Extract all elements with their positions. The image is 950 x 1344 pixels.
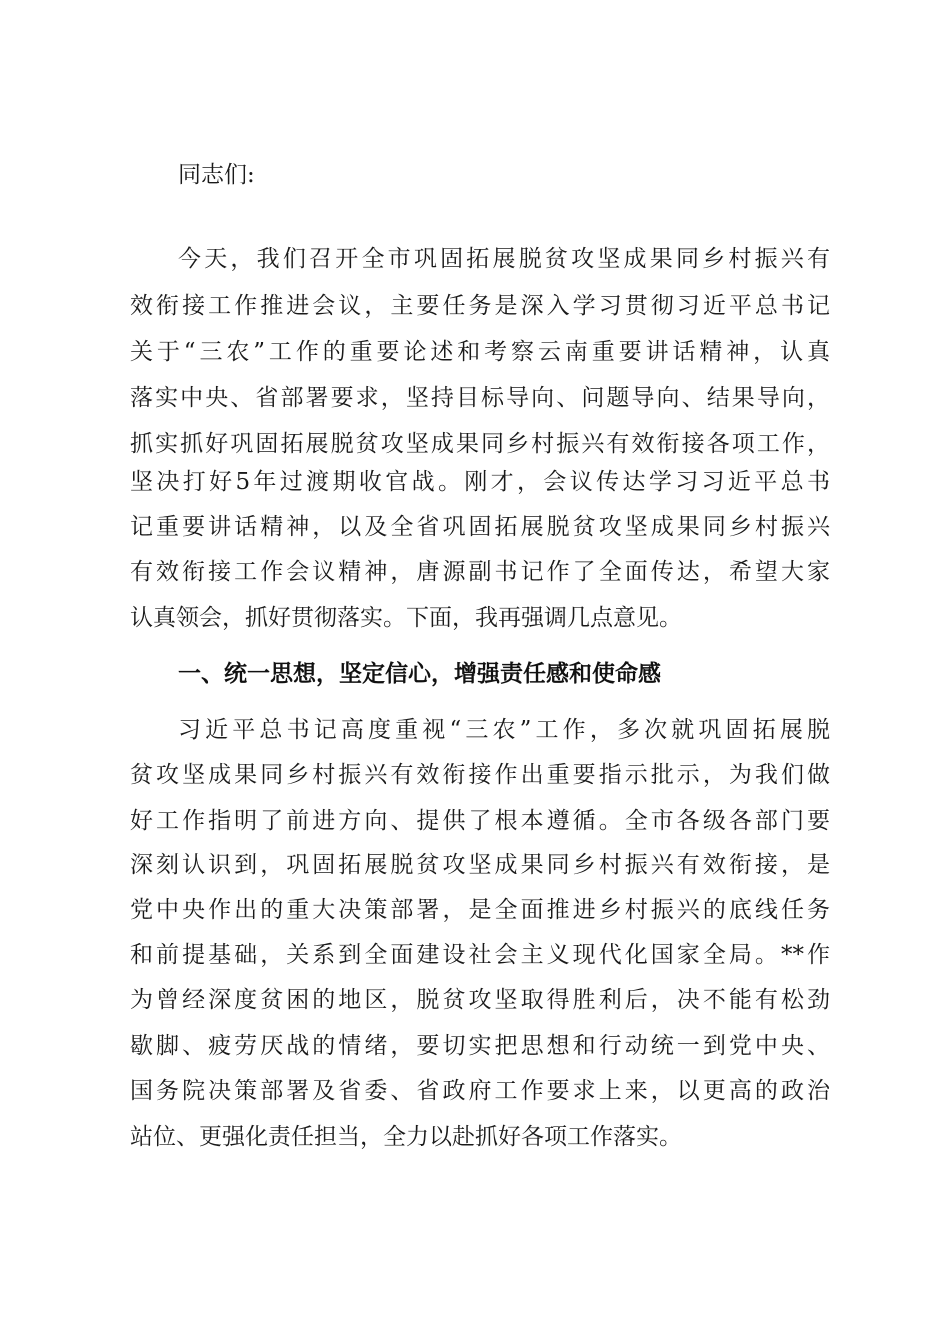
paragraph-line: 和前提基础，关系到全面建设社会主义现代化国家全局。**作 <box>130 942 830 968</box>
paragraph-line: 歇脚、疲劳厌战的情绪，要切实把思想和行动统一到党中央、 <box>130 1033 830 1059</box>
paragraph-line: 有效衔接工作会议精神，唐源副书记作了全面传达，希望大家 <box>130 559 830 585</box>
salutation: 同志们: <box>178 162 255 188</box>
paragraph-line: 国务院决策部署及省委、省政府工作要求上来，以更高的政治 <box>130 1078 830 1104</box>
paragraph-line: 坚决打好5年过渡期收官战。刚才，会议传达学习习近平总书 <box>130 469 830 495</box>
paragraph-line: 认真领会，抓好贯彻落实。下面，我再强调几点意见。 <box>130 605 682 631</box>
paragraph-line: 站位、更强化责任担当，全力以赴抓好各项工作落实。 <box>130 1124 682 1150</box>
paragraph-line: 党中央作出的重大决策部署，是全面推进乡村振兴的底线任务 <box>130 897 830 923</box>
paragraph-line: 习近平总书记高度重视“三农”工作，多次就巩固拓展脱 <box>178 717 830 743</box>
paragraph-line: 为曾经深度贫困的地区，脱贫攻坚取得胜利后，决不能有松劲 <box>130 987 830 1013</box>
paragraph-line: 今天，我们召开全市巩固拓展脱贫攻坚成果同乡村振兴有 <box>178 246 830 272</box>
section-heading: 一、统一思想，坚定信心，增强责任感和使命感 <box>178 661 661 687</box>
paragraph-line: 落实中央、省部署要求，坚持目标导向、问题导向、结果导向， <box>130 385 830 411</box>
paragraph-line: 关于“三农”工作的重要论述和考察云南重要讲话精神，认真 <box>130 339 830 365</box>
paragraph-line: 好工作指明了前进方向、提供了根本遵循。全市各级各部门要 <box>130 808 830 834</box>
paragraph-line: 贫攻坚成果同乡村振兴有效衔接作出重要指示批示，为我们做 <box>130 762 830 788</box>
paragraph-line: 抓实抓好巩固拓展脱贫攻坚成果同乡村振兴有效衔接各项工作， <box>130 431 830 457</box>
paragraph-line: 深刻认识到，巩固拓展脱贫攻坚成果同乡村振兴有效衔接，是 <box>130 852 830 878</box>
paragraph-line: 记重要讲话精神，以及全省巩固拓展脱贫攻坚成果同乡村振兴 <box>130 514 830 540</box>
paragraph-line: 效衔接工作推进会议，主要任务是深入学习贯彻习近平总书记 <box>130 293 830 319</box>
